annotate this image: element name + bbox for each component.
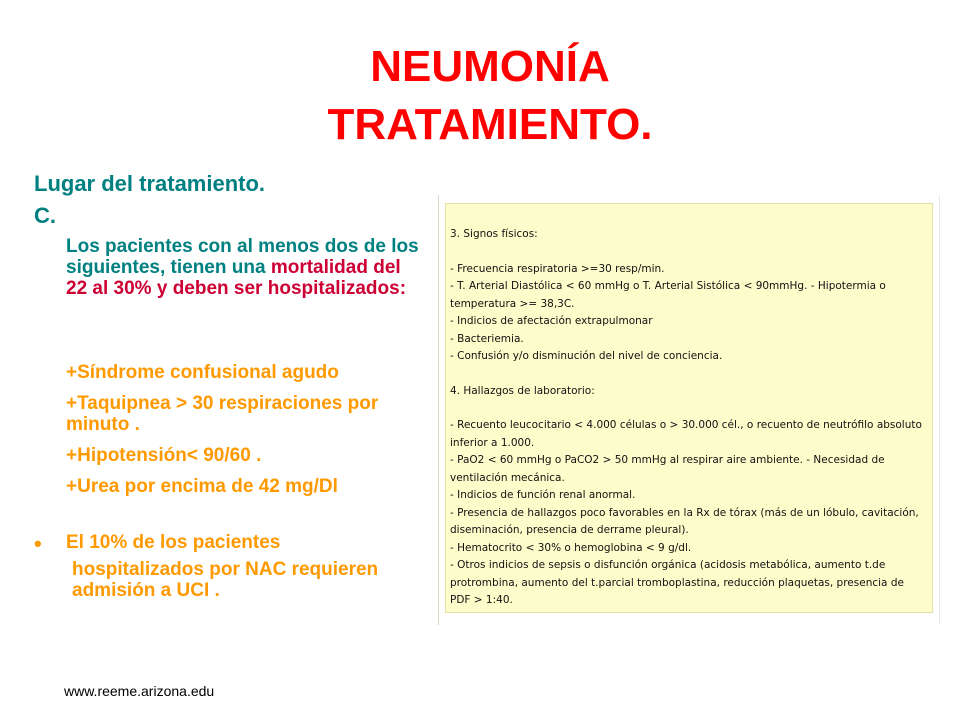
criterion-confusion: +Síndrome confusional agudo <box>66 362 339 383</box>
section-letter: C. <box>34 203 56 228</box>
lab-finding-item: - Otros indicios de sepsis o disfunción orgánica (acidosis metabólica, aumento t.de protrombina, aumento del t.parcial tromboplastina, reducción plaquetas, presencia de PDF > 1:40. <box>450 559 904 606</box>
physical-sign-item: - T. Arterial Diastólica < 60 mmHg o T. Arterial Sistólica < 90mmHg. - Hipotermia o temperatura >= 38,3C. <box>450 280 886 310</box>
bullet-text <box>66 532 406 601</box>
physical-sign-item: - Bacteriemia. <box>450 332 524 345</box>
physical-sign-item: - Confusión y/o disminución del nivel de conciencia. <box>450 350 723 362</box>
lab-finding-item: - Hematocrito < 30% o hemoglobina < 9 g/dl. <box>450 541 692 554</box>
criterion-tachypnea: +Taquipnea > 30 respiraciones por minuto . <box>66 393 379 435</box>
physical-sign-item: - Indicios de afectación extrapulmonar <box>450 315 653 327</box>
spacer <box>450 366 924 383</box>
slide-title <box>300 38 680 154</box>
intro-paragraph <box>66 236 426 299</box>
bullet-line-2: hospitalizados por NAC requieren admisión a UCI . <box>72 559 379 601</box>
criteria-list <box>66 362 426 507</box>
criteria-table-text <box>450 226 924 610</box>
section-subtitle: Lugar del tratamiento. <box>34 171 266 196</box>
criteria-table-image <box>438 195 940 625</box>
lab-finding-item: - Indicios de función renal anormal. <box>450 489 636 501</box>
intro-text: Los pacientes con al menos dos de los siguientes, tienen una <box>66 236 419 278</box>
lab-finding-item: - Presencia de hallazgos poco favorables en la Rx de tórax (más de un lóbulo, cavitación, diseminación, presencia de derrame pleural). <box>450 506 919 536</box>
physical-signs-heading: 3. Signos físicos: <box>450 228 538 240</box>
criterion-urea: +Urea por encima de 42 mg/Dl <box>66 476 338 497</box>
spacer <box>450 244 924 261</box>
intro-highlight: mortalidad del 22 al 30% y deben ser hospitalizados: <box>66 257 407 299</box>
bullet-line-1: El 10% de los pacientes <box>66 532 281 553</box>
criteria-table-panel <box>445 203 933 613</box>
lab-findings-heading: 4. Hallazgos de laboratorio: <box>450 384 595 397</box>
spacer <box>450 400 924 417</box>
title-line-1: NEUMONÍA <box>370 42 610 91</box>
lab-finding-item: - PaO2 < 60 mmHg o PaCO2 > 50 mmHg al respirar aire ambiente. - Necesidad de ventilación mecánica. <box>450 454 885 484</box>
criterion-hypotension: +Hipotensión< 90/60 . <box>66 445 262 466</box>
title-line-2: TRATAMIENTO. <box>327 100 653 149</box>
physical-sign-item: - Frecuencia respiratoria >=30 resp/min. <box>450 262 665 275</box>
source-url: www.reeme.arizona.edu <box>64 683 215 699</box>
bullet-dot-icon: • <box>34 531 42 556</box>
lab-finding-item: - Recuento leucocitario < 4.000 células o > 30.000 cél., o recuento de neutrófilo absoluto inferior a 1.000. <box>450 419 922 449</box>
